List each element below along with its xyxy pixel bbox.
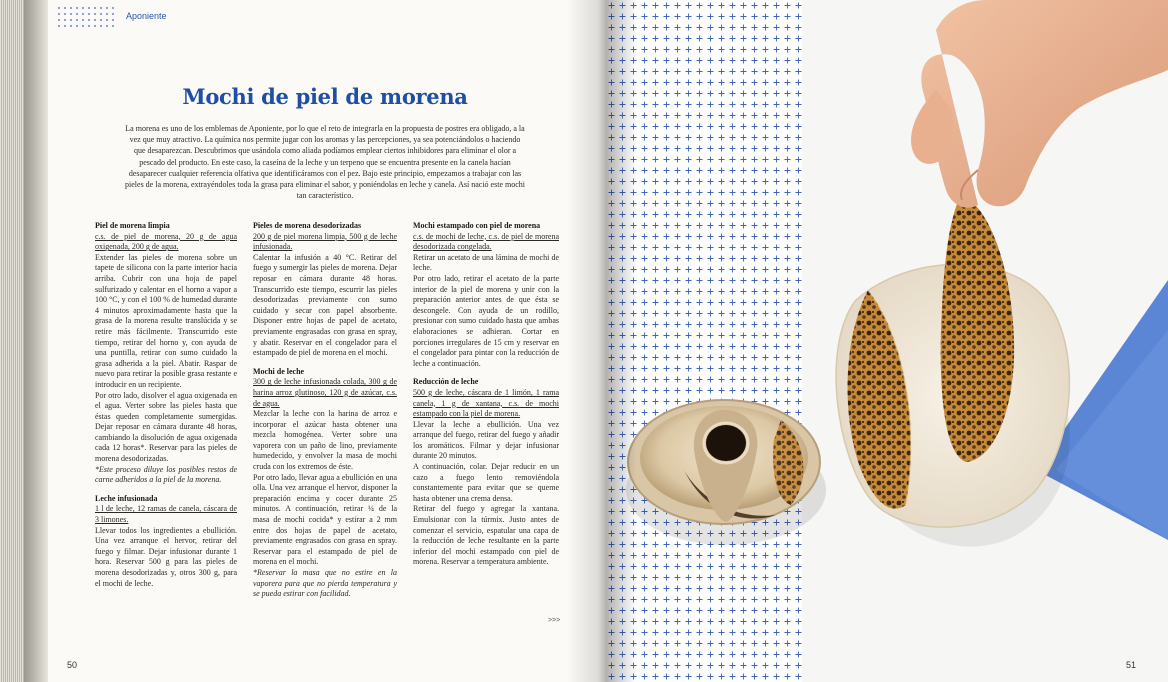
hand — [921, 0, 1168, 208]
right-page — [606, 0, 1168, 682]
step-text: Llevar la leche a ebullición. Una vez arranque del fuego, retirar del fuego y añadir los aromáticos. Filmar y dejar infusionar durante 20 minutos. — [413, 419, 559, 461]
subrecipe-title: Mochi estampado con piel de morena — [413, 221, 541, 230]
subrecipe-title: Mochi de leche — [253, 366, 305, 376]
recipe-column-1 — [95, 221, 237, 589]
ingredients: 300 g de leche infusionada colada, 300 g de harina arroz glutinoso, 120 g de azúcar, c.s. de agua. — [253, 377, 397, 408]
subrecipe-title: Piel de morena limpia — [95, 221, 170, 230]
step-text: Retirar del fuego y agregar la xantana. Emulsionar con la túrmix. Justo antes de comenzar el servicio, espatular una capa de la reducción de leche resultante en la parte inferior del mochi estampado con piel de morena. Reservar a temperatura ambiente. — [413, 504, 559, 567]
section-tag: Aponiente — [126, 11, 167, 21]
step-text: Por otro lado, llevar agua a ebullición en una olla. Una vez arranque el hervor, disponer la preparación encima y cocer durante 25 minutos. A continuación, retirar ¼ de la masa de mochi cocida* y estirar a 2 mm entre dos hojas de papel de acetato, previamente engrasados con grasa en spray. Reservar para el estampado de piel de morena en el mochi. — [253, 472, 397, 567]
header-dot-pattern — [56, 5, 118, 27]
ingredients: 200 g de piel morena limpia, 500 g de leche infusionada. — [253, 231, 397, 252]
step-text: A continuación, colar. Dejar reducir en un cazo a fuego lento removiéndola constantemente para evitar que se queme hasta obtener una crema densa. — [413, 462, 559, 503]
subrecipe-title: Leche infusionada — [95, 493, 158, 503]
ingredients: 1 l de leche, 12 ramas de canela, cáscara de 3 limones. — [95, 504, 237, 525]
ingredients: c.s. de mochi de leche, c.s. de piel de morena desodorizada congelada. — [413, 231, 559, 252]
step-text: Calentar la infusión a 40 °C. Retirar del fuego y sumergir las pieles de morena. Dejar reposar en cámara durante 48 horas. Transcurrido este tiempo, escurrir las pieles desodorizadas previamente con sumo cuidado y secar con papel absorbente. Disponer entre hojas de papel de acetato, previamente engrasadas con grasa en spray, y abatir. Reservar en el congelador para el estampado de piel de morena en el mochi. — [253, 252, 397, 358]
step-text: Por otro lado, retirar el acetato de la parte interior de la piel de morena y unir con la preparación anterior antes de que ésta se descongele. Con ayuda de un rodillo, presionar con sumo cuidado hasta que ambas elaboraciones se adhieran. Cortar en porciones irregulares de 15 cm y reservar en el congelador para pintar con la reducción de leche a continuación. — [413, 273, 559, 368]
footnote: *Este proceso diluye los posibles restos de carne adheridos a la piel de la morena. — [95, 464, 237, 485]
step-text: Retirar un acetato de una lámina de mochi de leche. — [413, 252, 559, 273]
step-text: Llevar todos los ingredientes a ebullición. Una vez arranque el hervor, retirar del fuego y filmar. Dejar infusionar durante 1 hora. Reservar 500 g para las pieles de morena desodorizadas y, otros 300 g, para el mochi de leche. — [95, 525, 237, 588]
recipe-column-2 — [253, 221, 397, 600]
step-text: Mezclar la leche con la harina de arroz e incorporar el azúcar hasta obtener una mezcla homogénea. Verter sobre una vaporera con un paño de lino, previamente humedecido, y envolver la masa de mochi cruda con los extremos de éste. — [253, 409, 397, 472]
recipe-title: Mochi de piel de morena — [182, 84, 468, 109]
recipe-intro: La morena es uno de los emblemas de Aponiente, por lo que el reto de integrarla en la propuesta de postres era obligado, a la vez que muy atractivo. La química nos permite jugar con los aromas y las percepciones, ya sea potenciándolos o haciendo que desaparezcan. Descubrimos que usándola como aliada podíamos emplear ciertos inhibidores para eliminar el olor a pescado del producto. En este caso, la caseína de la leche y un terpeno que se encuentra presente en la canela hacían desaparecer cualquier referencia olfativa que identificáramos con el pez. Bajo este principio, empezamos a trabajar con las pieles de la morena, extrayéndoles toda la grasa para eliminar el sabor, y poniéndolas en leche y canela. Así nació este mochi tan característico. — [125, 124, 525, 201]
footnote: *Reservar la masa que no estire en la vaporera para que no pierda temperatura y se pueda estirar con facilidad. — [253, 568, 397, 599]
ingredients: 500 g de leche, cáscara de 1 limón, 1 rama canela, 1 g de xantana, c.s. de mochi estampado con la piel de morena. — [413, 387, 559, 419]
subrecipe-title: Reducción de leche — [413, 377, 479, 387]
gutter-shadow-right — [606, 0, 636, 682]
page-number-right: 51 — [1126, 660, 1137, 670]
page-number-left: 50 — [67, 660, 78, 670]
continue-arrows: >>> — [548, 617, 561, 624]
recipe-column-3 — [413, 221, 559, 568]
ingredients: c.s. de piel de morena, 20 g de agua oxigenada, 200 g de agua. — [95, 231, 237, 252]
dish-photo — [606, 0, 1168, 682]
step-text: Extender las pieles de morena sobre un tapete de silicona con la parte interior hacia arriba. Cubrir con una hoja de papel sulfurizado y calentar en el horno a vapor a 100 °C, y con el 100 % de humedad durante 4 minutos aproximadamente hasta que la grasa de la morena resulte translúcida y se retire más fácilmente. Transcurrido este tiempo, retirar del horno y, con ayuda de una puntilla, retirar con sumo cuidado la grasa adherida a la piel. Abatir. Raspar de nuevo para retirar la posible grasa restante e introducir en un recipiente. — [95, 252, 237, 389]
step-text: Por otro lado, disolver el agua oxigenada en el agua. Verter sobre las pieles hasta que éstas queden completamente sumergidas. Dejar reposar en cámara durante 48 horas, cambiando la disolución de agua oxigenada cada 12 horas*. Reservar para las pieles de morena desodorizadas. — [95, 390, 237, 464]
gutter-shadow — [566, 0, 606, 682]
subrecipe-title: Pieles de morena desodorizadas — [253, 221, 362, 230]
